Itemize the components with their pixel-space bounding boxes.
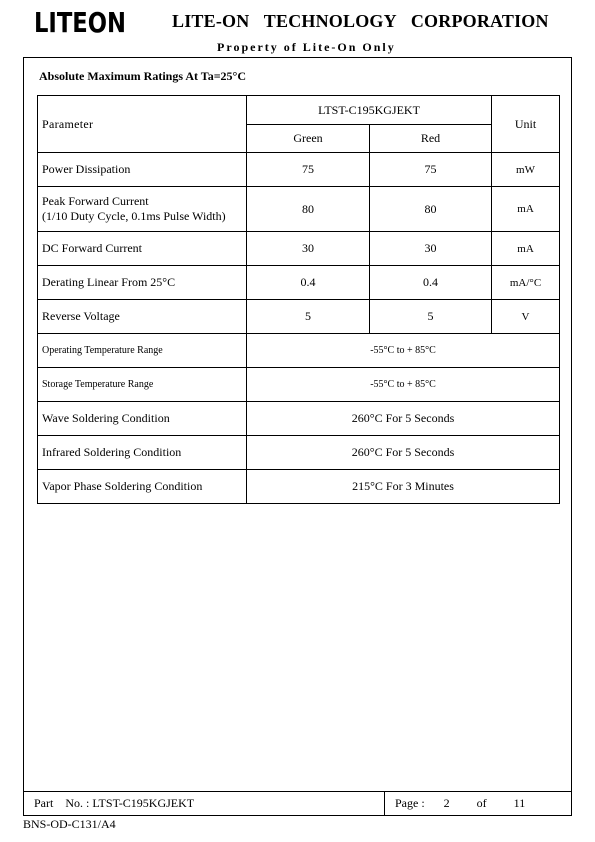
param-cell: Wave Soldering Condition [38, 402, 247, 436]
param-cell: DC Forward Current [38, 232, 247, 266]
red-value: 75 [370, 153, 492, 187]
page-total: 11 [513, 796, 526, 810]
range-value: -55°C to + 85°C [247, 334, 560, 368]
table-row [38, 300, 560, 334]
table-row [38, 187, 560, 232]
property-notice: Property of Lite-On Only [217, 40, 396, 54]
part-number-header: LTST-C195KGJEKT [247, 96, 492, 125]
footer-divider [384, 792, 385, 816]
green-value: 75 [247, 153, 370, 187]
table-row [38, 402, 560, 436]
svg-text:LITEON: LITEON [34, 6, 126, 39]
param-cell: Infrared Soldering Condition [38, 436, 247, 470]
range-value: -55°C to + 85°C [247, 368, 560, 402]
unit-header: Unit [492, 96, 560, 153]
table-header-row [38, 96, 560, 125]
green-value: 30 [247, 232, 370, 266]
red-value: 5 [370, 300, 492, 334]
table-row [38, 470, 560, 504]
section-title: Absolute Maximum Ratings At Ta=25°C [39, 69, 246, 83]
table-row [38, 436, 560, 470]
unit-value: mW [492, 153, 560, 187]
param-cell: Operating Temperature Range [38, 334, 247, 368]
ratings-table [37, 95, 560, 504]
param-line: (1/10 Duty Cycle, 0.1ms Pulse Width) [42, 209, 226, 223]
param-cell: Vapor Phase Soldering Condition [38, 470, 247, 504]
param-cell: Derating Linear From 25°C [38, 266, 247, 300]
unit-value: mA [492, 187, 560, 232]
page-indicator [395, 796, 525, 811]
table-row [38, 266, 560, 300]
param-cell: Storage Temperature Range [38, 368, 247, 402]
unit-value: mA/°C [492, 266, 560, 300]
parameter-header: Parameter [38, 96, 247, 153]
green-value: 5 [247, 300, 370, 334]
red-value: 30 [370, 232, 492, 266]
table-row [38, 334, 560, 368]
green-value: 0.4 [247, 266, 370, 300]
red-value: 80 [370, 187, 492, 232]
of-label: of [476, 796, 487, 810]
page-label: Page : [395, 796, 425, 810]
unit-value: V [492, 300, 560, 334]
company-name: LITE-ON TECHNOLOGY CORPORATION [172, 11, 549, 31]
part-number-footer: Part No. : LTST-C195KGJEKT [34, 796, 195, 810]
table-row [38, 232, 560, 266]
page-footer [23, 792, 572, 816]
table-row [38, 153, 560, 187]
red-header: Red [370, 125, 492, 153]
condition-value: 260°C For 5 Seconds [247, 436, 560, 470]
table-row [38, 368, 560, 402]
param-line: Peak Forward Current [42, 194, 149, 208]
green-value: 80 [247, 187, 370, 232]
liteon-logo [34, 6, 126, 39]
condition-value: 260°C For 5 Seconds [247, 402, 560, 436]
unit-value: mA [492, 232, 560, 266]
param-cell [38, 187, 247, 232]
condition-value: 215°C For 3 Minutes [247, 470, 560, 504]
document-id: BNS-OD-C131/A4 [23, 817, 116, 831]
param-cell: Power Dissipation [38, 153, 247, 187]
red-value: 0.4 [370, 266, 492, 300]
param-cell: Reverse Voltage [38, 300, 247, 334]
green-header: Green [247, 125, 370, 153]
page-number: 2 [443, 796, 450, 810]
